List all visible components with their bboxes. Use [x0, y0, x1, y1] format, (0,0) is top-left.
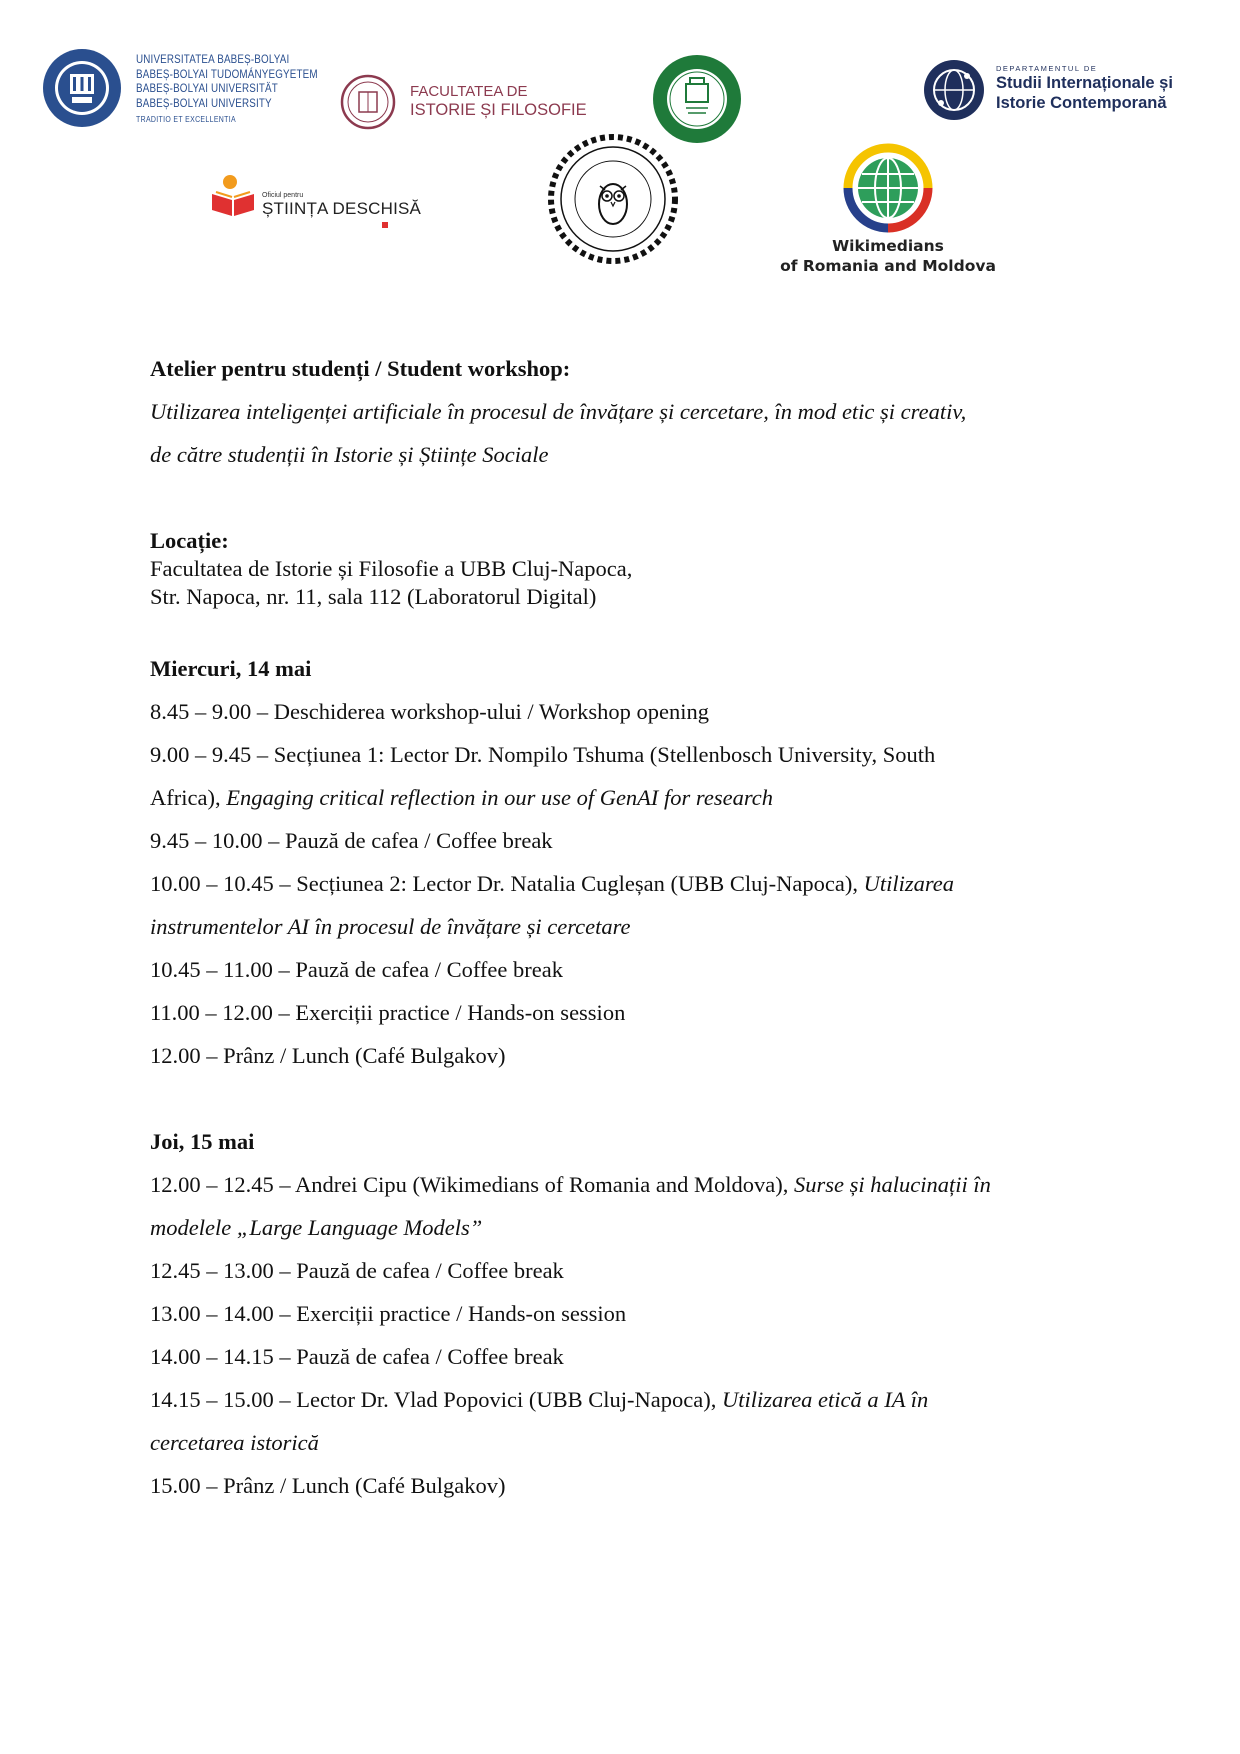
schedule-item-title: modelele „Large Language Models”: [150, 1215, 483, 1240]
doctoral-school-logo: [652, 54, 742, 144]
workshop-subtitle-line2: de către studenții în Istorie și Științe Sociale: [150, 442, 549, 467]
faculty-name: [410, 82, 587, 120]
schedule-item: [150, 1000, 625, 1026]
department-logo: [922, 58, 986, 122]
schedule-item-title: Utilizarea etică a IA în: [722, 1387, 929, 1412]
schedule-item: [150, 1387, 928, 1413]
schedule-item-text: 14.00 – 14.15 – Pauză de cafea / Coffee break: [150, 1344, 564, 1369]
schedule-item-text: Africa),: [150, 785, 227, 810]
wikimedians-logo: [840, 140, 936, 236]
owl-seal-logo: [548, 134, 678, 264]
wikimedians-globe-icon: [840, 140, 936, 236]
open-science-logo: [208, 172, 258, 222]
location-label: Locație:: [150, 528, 229, 553]
wikimedians-name: [780, 236, 996, 276]
schedule-item: [150, 1430, 319, 1456]
ubb-name-line: BABEȘ-BOLYAI TUDOMÁNYEGYETEM: [136, 66, 318, 81]
schedule-item: [150, 828, 553, 854]
location-line1: Facultatea de Istorie și Filosofie a UBB Cluj-Napoca,: [150, 556, 633, 581]
doctoral-school-seal-icon: [652, 54, 742, 144]
schedule-item-title: cercetarea istorică: [150, 1430, 319, 1455]
ubb-name-block: [136, 52, 318, 127]
schedule-item-text: 12.00 – 12.45 – Andrei Cipu (Wikimedians of Romania and Moldova),: [150, 1172, 795, 1197]
open-science-accent: [382, 222, 388, 228]
wikimedians-line1: Wikimedians: [832, 237, 944, 255]
ubb-name-line: BABEȘ-BOLYAI UNIVERSITÄT: [136, 81, 278, 95]
ubb-motto: TRADITIO ET EXCELLENTIA: [136, 114, 236, 124]
schedule-item-text: 12.00 – Prânz / Lunch (Café Bulgakov): [150, 1043, 506, 1068]
ubb-name-line: BABEȘ-BOLYAI UNIVERSITY: [136, 95, 272, 110]
schedule-item-title: Engaging critical reflection in our use of GenAI for research: [226, 785, 773, 810]
department-line2: Istorie Contemporană: [996, 94, 1167, 112]
schedule-item: [150, 1473, 506, 1499]
schedule-item: [150, 957, 563, 983]
schedule-item: [150, 871, 954, 897]
globe-icon: [922, 58, 986, 122]
open-science-big: ȘTIINȚA DESCHISĂ: [262, 199, 422, 218]
schedule-item-text: 12.45 – 13.00 – Pauză de cafea / Coffee break: [150, 1258, 564, 1283]
ubb-seal-icon: [42, 48, 122, 128]
schedule-item-text: 8.45 – 9.00 – Deschiderea workshop-ului / Workshop opening: [150, 699, 709, 724]
schedule-item: [150, 1301, 626, 1327]
schedule-item: [150, 914, 631, 940]
schedule-item-text: 11.00 – 12.00 – Exerciții practice / Hands-on session: [150, 1000, 626, 1025]
schedule-item-text: 9.45 – 10.00 – Pauză de cafea / Coffee break: [150, 828, 553, 853]
faculty-seal-icon: [340, 74, 396, 130]
workshop-heading: Atelier pentru studenți / Student workshop:: [150, 356, 571, 381]
open-book-icon: [208, 172, 258, 222]
workshop-subtitle-line1: Utilizarea inteligenței artificiale în procesul de învățare și cercetare, în mod etic și creativ,: [150, 399, 967, 424]
department-small-label: DEPARTAMENTUL DE: [996, 64, 1098, 73]
location-line2: Str. Napoca, nr. 11, sala 112 (Laboratorul Digital): [150, 584, 597, 609]
schedule-item: [150, 1258, 564, 1284]
owl-laurel-icon: [548, 134, 678, 264]
schedule-item-title: Utilizarea: [863, 871, 955, 896]
ubb-name-line: UNIVERSITATEA BABEȘ-BOLYAI: [136, 52, 290, 66]
schedule-item-title: instrumentelor AI în procesul de învățare și cercetare: [150, 914, 631, 939]
schedule-item-text: 15.00 – Prânz / Lunch (Café Bulgakov): [150, 1473, 506, 1498]
schedule-item-text: 10.00 – 10.45 – Secțiunea 2: Lector Dr. Natalia Cugleșan (UBB Cluj-Napoca),: [150, 871, 864, 896]
schedule-item: [150, 1172, 991, 1198]
open-science-name: [262, 192, 421, 219]
schedule-item: [150, 742, 935, 768]
schedule-item: [150, 785, 773, 811]
schedule-item: [150, 1043, 506, 1069]
faculty-logo: [340, 74, 396, 130]
schedule-item-text: 10.45 – 11.00 – Pauză de cafea / Coffee break: [150, 957, 563, 982]
schedule-item-text: 9.00 – 9.45 – Secțiunea 1: Lector Dr. Nompilo Tshuma (Stellenbosch University, South: [150, 742, 936, 767]
schedule-item-text: 13.00 – 14.00 – Exerciții practice / Hands-on session: [150, 1301, 627, 1326]
ubb-logo: [42, 48, 122, 128]
schedule-item-text: 14.15 – 15.00 – Lector Dr. Vlad Popovici (UBB Cluj-Napoca),: [150, 1387, 723, 1412]
department-line1: Studii Internaționale și: [996, 74, 1173, 92]
faculty-name-line2: ISTORIE ȘI FILOSOFIE: [410, 101, 587, 119]
schedule-item: [150, 1344, 564, 1370]
schedule-item: [150, 1215, 482, 1241]
open-science-small: Oficiul pentru: [262, 192, 304, 199]
day1-title: Miercuri, 14 mai: [150, 656, 312, 681]
faculty-name-line1: FACULTATEA DE: [410, 83, 528, 100]
day2-title: Joi, 15 mai: [150, 1129, 255, 1154]
schedule-item: [150, 699, 709, 725]
department-name: [996, 64, 1173, 113]
schedule-item-title: Surse și halucinații în: [794, 1172, 991, 1197]
wikimedians-line2: of Romania and Moldova: [780, 257, 996, 275]
